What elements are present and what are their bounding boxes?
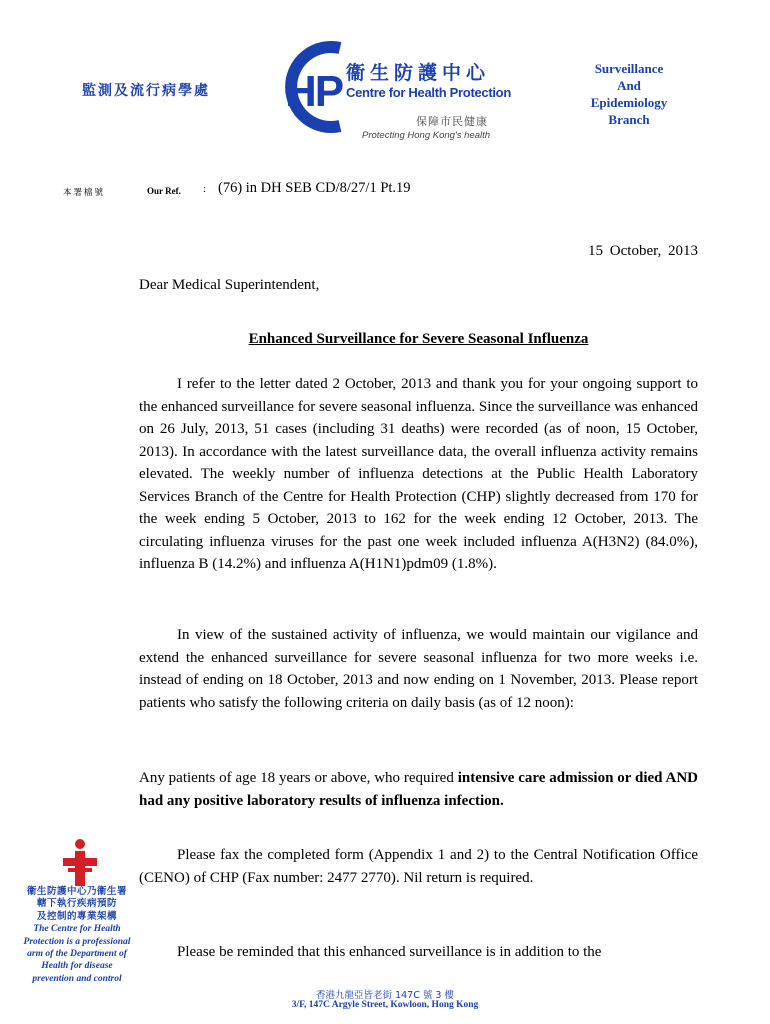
paragraph-1: I refer to the letter dated 2 October, 2013 and thank you for your ongoing support to the enhanced surveillance for severe seasonal influenza. Since the surveillance was enhanced on 26 July, 2013, 51 cases (including 31 deaths) were recorded (as of noon, 15 October, 2013). In accordance with the latest surveillance data, the overall influenza activity remains elevated. The weekly number of influenza detections at the Public Health Laboratory Services Branch of the Centre for Health Protection (CHP) slightly decreased from 170 for the week ending 5 October, 2013 to 162 for the week ending 12 October, 2013. The circulating influenza viruses for the past one week included influenza A(H3N2) (84.0%), influenza B (14.2%) and influenza A(H1N1)pdm09 (1.8%). <box>139 376 698 572</box>
reference-label-en: Our Ref. <box>147 186 181 196</box>
logo-slogan-cn: 保障市民健康 <box>416 115 488 128</box>
criteria-bold-text: intensive care admission or died AND had any positive laboratory results of influenza infection. <box>139 770 698 809</box>
logo-name-en: Centre for Health Protection <box>346 85 511 100</box>
department-name-cn: 監測及流行病學處 <box>82 83 210 99</box>
sidebar-note-cn-line: 轄下執行疾病預防 <box>36 898 117 910</box>
sidebar-note-cn-line: 及控制的專業架構 <box>36 910 117 922</box>
paragraph-4: Please fax the completed form (Appendix 1 and 2) to the Central Notification Office (CENO) of CHP (Fax number: 2477 2770). Nil return is required. <box>139 847 698 886</box>
address-en: 3/F, 147C Argyle Street, Kowloon, Hong Kong <box>291 1000 479 1010</box>
letter-date: 15 October, 2013 <box>588 243 698 259</box>
paragraph-2: In view of the sustained activity of influenza, we would maintain our vigilance and extend the enhanced surveillance for severe seasonal influenza for two more weeks i.e. instead of ending on 18 October, 2013 and now ending on 1 November, 2013. Please report patients who satisfy the following criteria on daily basis (as of 12 noon): <box>139 627 698 711</box>
address-cn: 香港九龍亞皆老街 147C 號 3 樓 <box>316 990 454 1001</box>
branch-line: Surveillance <box>594 61 664 76</box>
logo-slogan-en: Protecting Hong Kong's health <box>362 130 491 141</box>
sidebar-note-cn-line: 衞生防護中心乃衞生署 <box>26 886 127 897</box>
reference-colon: : <box>203 183 207 195</box>
sidebar-note <box>22 886 132 985</box>
criteria-text: Any patients of age 18 years or above, who required <box>139 770 458 786</box>
branch-line: Epidemiology <box>590 95 668 110</box>
salutation: Dear Medical Superintendent, <box>139 277 320 293</box>
letter-subject: Enhanced Surveillance for Severe Seasonal Influenza <box>248 331 589 347</box>
logo-letters: HP <box>285 67 343 116</box>
department-emblem-icon <box>60 838 100 886</box>
branch-line: Branch <box>608 112 650 127</box>
criteria-paragraph <box>139 767 698 812</box>
branch-line: And <box>617 78 641 93</box>
paragraph-5: Please be reminded that this enhanced surveillance is in addition to the <box>177 944 602 960</box>
sidebar-note-en: The Centre for Health Protection is a professional arm of the Department of Health for disease prevention and control <box>23 924 131 984</box>
branch-name <box>574 60 684 128</box>
reference-label-cn: 本署檔號 <box>63 188 106 198</box>
logo-name-cn: 衞生防護中心 <box>346 62 491 84</box>
reference-value: (76) in DH SEB CD/8/27/1 Pt.19 <box>218 180 411 196</box>
